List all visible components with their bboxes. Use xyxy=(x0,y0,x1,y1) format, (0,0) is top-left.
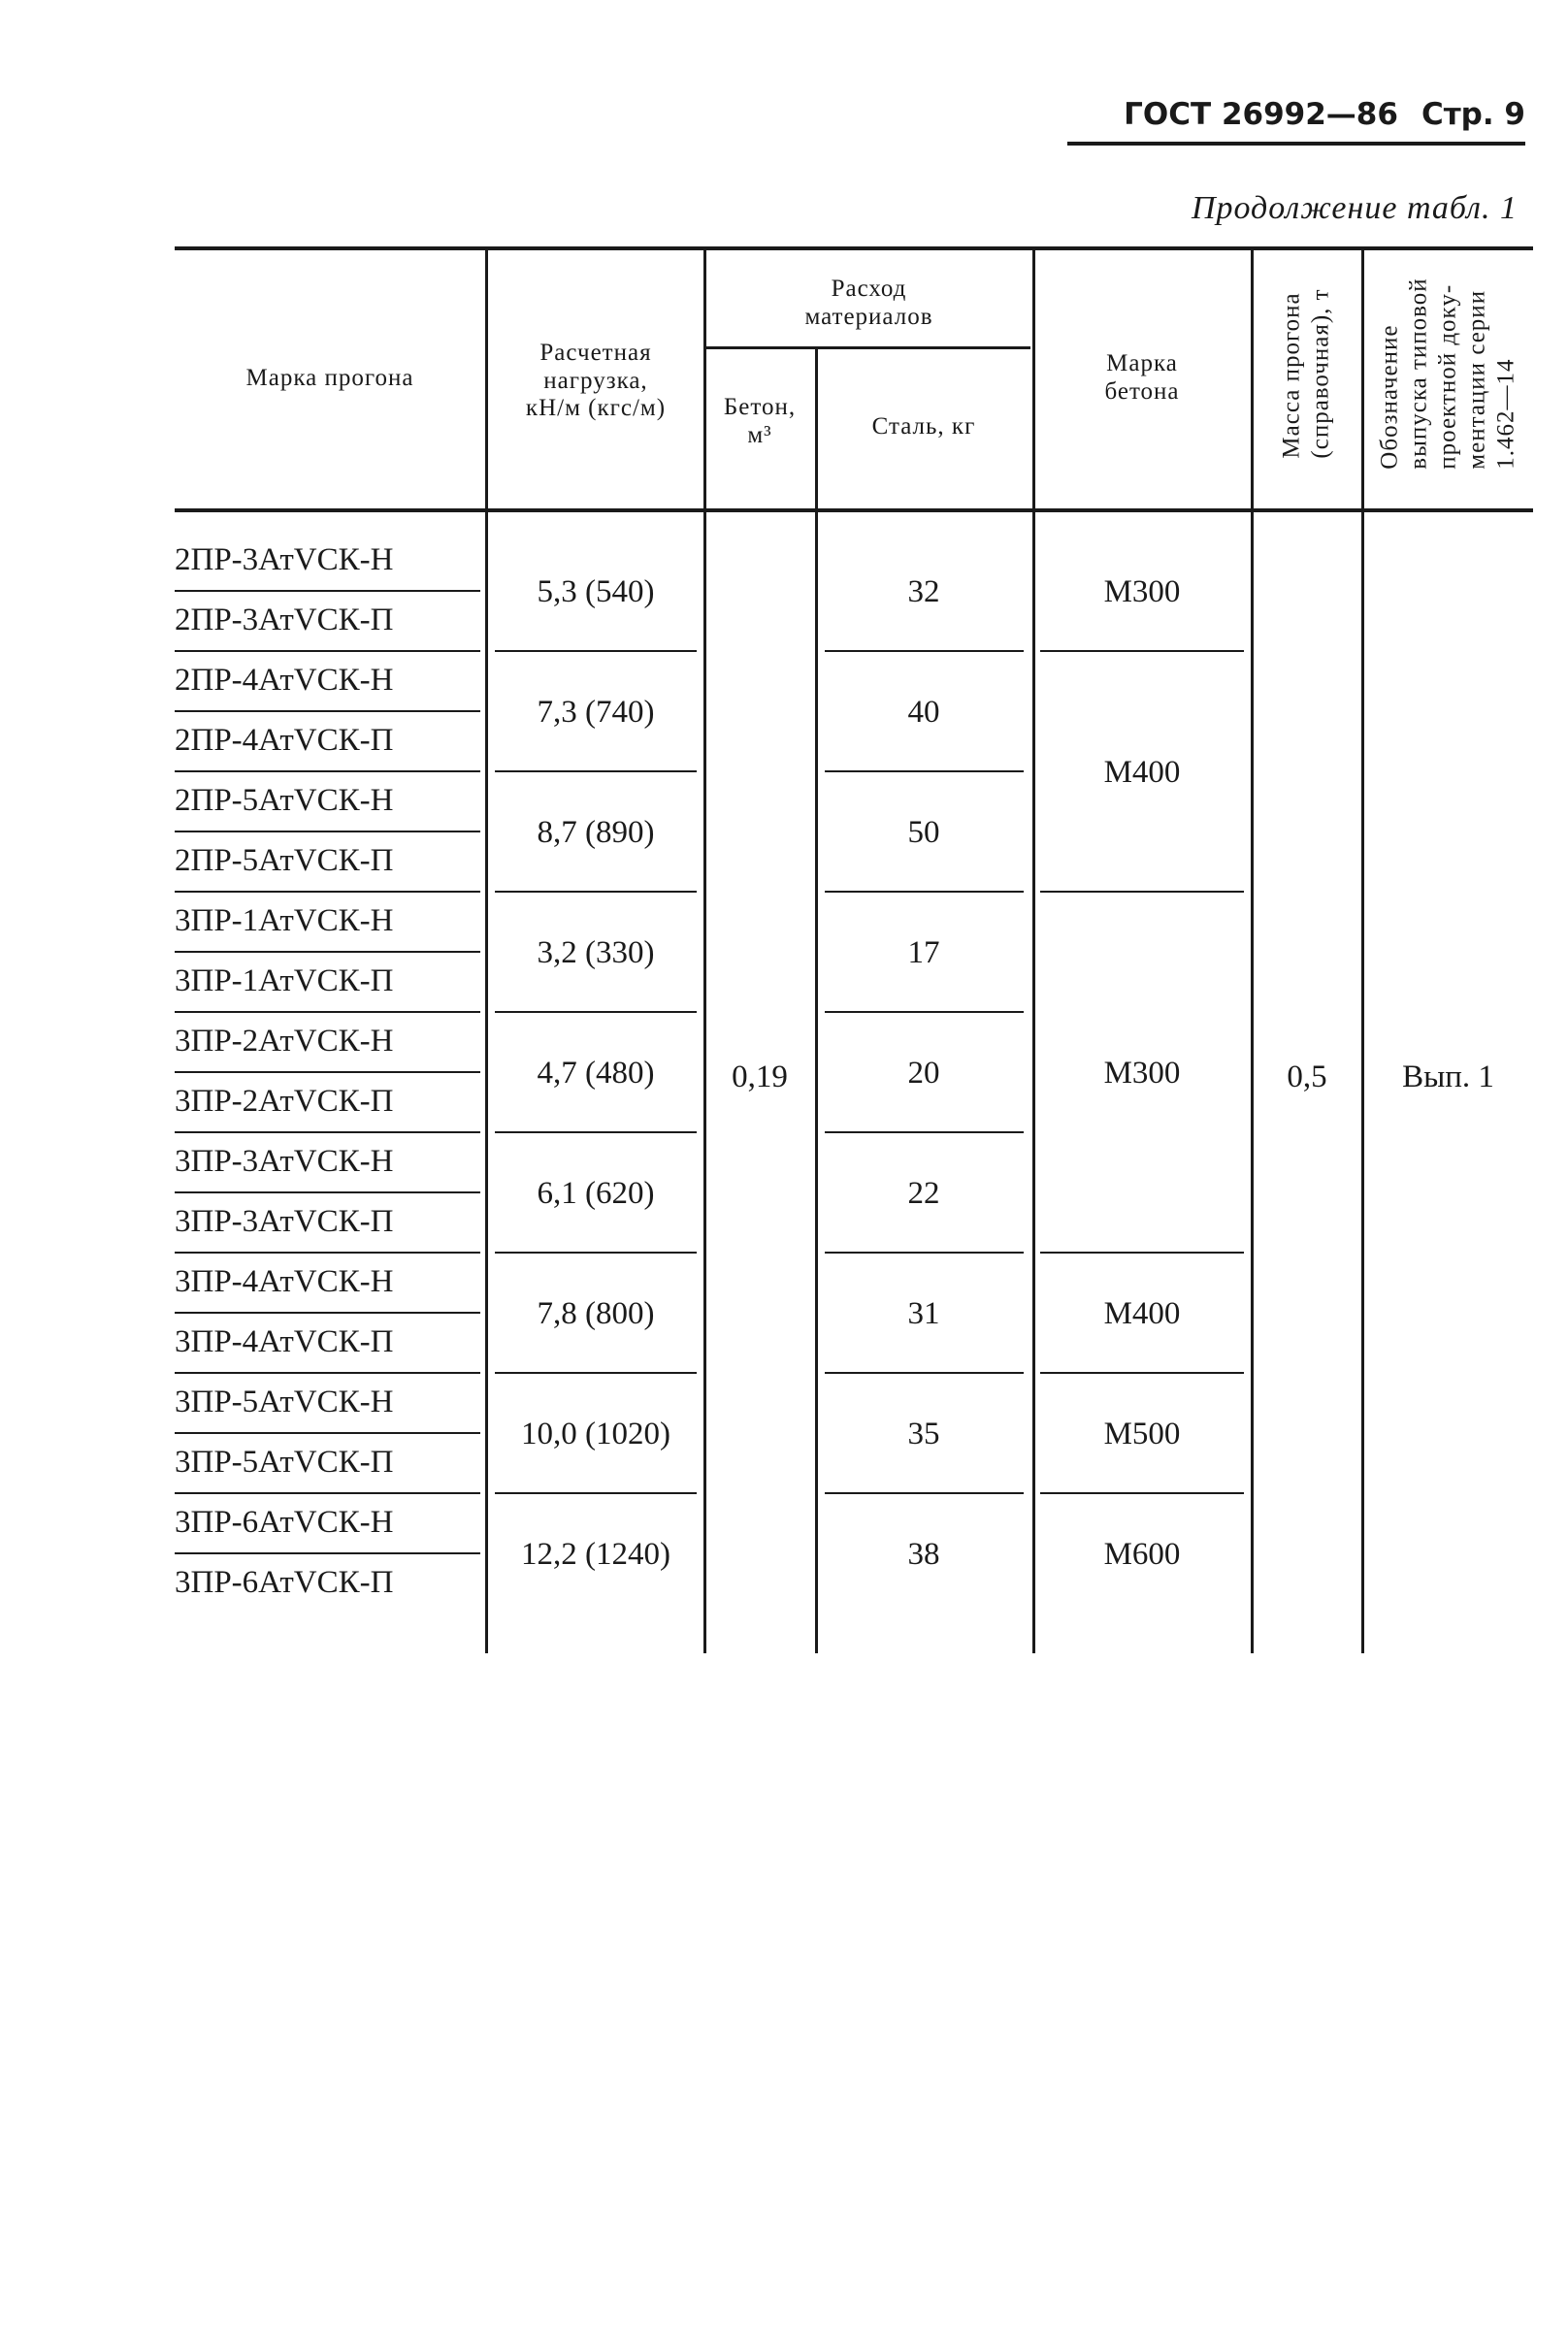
concrete-grade-value: М300 xyxy=(1103,573,1181,609)
steel-value: 40 xyxy=(907,694,940,730)
load-value: 7,3 (740) xyxy=(537,694,655,730)
col-header-doc-line: 1.462—14 xyxy=(1492,358,1519,470)
group-rule xyxy=(825,1492,1024,1494)
group-rule xyxy=(825,770,1024,772)
group-rule xyxy=(825,891,1024,893)
materials-subheader-rule xyxy=(706,346,1030,349)
steel-value: 38 xyxy=(907,1536,940,1572)
group-rule xyxy=(825,1011,1024,1013)
group-rule xyxy=(495,1492,697,1494)
row-rule xyxy=(175,650,480,652)
doc-issue-value: Вып. 1 xyxy=(1402,1059,1494,1094)
row-mark: 3ПР-3АтVСК-Н xyxy=(175,1144,394,1179)
group-rule xyxy=(495,1131,697,1133)
load-value: 7,8 (800) xyxy=(537,1295,655,1331)
row-mark: 3ПР-2АтVСК-Н xyxy=(175,1024,394,1059)
concrete-grade-value: М400 xyxy=(1103,1295,1181,1331)
col-header-materials-line: Расход xyxy=(831,275,907,302)
row-rule xyxy=(175,1011,480,1013)
row-rule xyxy=(175,710,480,712)
col-header-doc-line: ментации серии xyxy=(1463,289,1490,470)
row-mark: 2ПР-4АтVСК-Н xyxy=(175,663,394,698)
page-header xyxy=(1067,87,1525,146)
col-header-load-line: кН/м (кгс/м) xyxy=(525,395,667,422)
concrete-grade-value: М400 xyxy=(1103,754,1181,790)
column-divider xyxy=(1361,246,1364,1653)
row-mark: 3ПР-4АтVСК-П xyxy=(175,1324,394,1359)
steel-value: 32 xyxy=(907,573,940,609)
col-header-materials-line: материалов xyxy=(804,303,933,330)
row-mark: 2ПР-5АтVСК-Н xyxy=(175,783,394,818)
row-rule xyxy=(175,1131,480,1133)
row-rule xyxy=(175,1552,480,1554)
concrete-grade-value: М300 xyxy=(1103,1055,1181,1091)
col-header-doc xyxy=(1363,247,1533,500)
group-rule xyxy=(825,650,1024,652)
table-top-rule xyxy=(175,246,1533,250)
grade-rule xyxy=(1040,1252,1244,1254)
group-rule xyxy=(495,1011,697,1013)
row-mark: 3ПР-2АтVСК-П xyxy=(175,1084,394,1119)
col-header-mass xyxy=(1254,252,1360,495)
column-divider xyxy=(485,246,488,1653)
col-header-load-line: нагрузка, xyxy=(543,367,648,394)
row-rule xyxy=(175,1432,480,1434)
load-value: 8,7 (890) xyxy=(537,814,655,850)
col-header-steel: Сталь, кг xyxy=(871,412,976,440)
col-header-mass-line: Масса прогона xyxy=(1279,292,1305,459)
row-mark: 3ПР-3АтVСК-П xyxy=(175,1204,394,1239)
row-rule xyxy=(175,1492,480,1494)
load-value: 4,7 (480) xyxy=(537,1055,655,1091)
col-header-doc-line: проектной доку- xyxy=(1434,283,1461,470)
concrete-grade-value: М500 xyxy=(1103,1416,1181,1451)
column-divider xyxy=(1251,246,1254,1653)
row-rule xyxy=(175,590,480,592)
row-rule xyxy=(175,951,480,953)
column-divider xyxy=(1032,246,1035,1653)
row-rule xyxy=(175,770,480,772)
col-header-doc-line: выпуска типовой xyxy=(1405,277,1432,470)
row-mark: 3ПР-1АтVСК-П xyxy=(175,963,394,998)
concrete-volume-value: 0,19 xyxy=(732,1059,788,1094)
row-rule xyxy=(175,1372,480,1374)
table-continuation-label: Продолжение табл. 1 xyxy=(1191,190,1518,226)
grade-rule xyxy=(1040,1492,1244,1494)
steel-value: 50 xyxy=(907,814,940,850)
load-value: 3,2 (330) xyxy=(537,934,655,970)
row-rule xyxy=(175,831,480,832)
row-mark: 3ПР-1АтVСК-Н xyxy=(175,903,394,938)
column-divider xyxy=(815,346,818,1653)
group-rule xyxy=(495,650,697,652)
group-rule xyxy=(825,1131,1024,1133)
row-mark: 3ПР-5АтVСК-П xyxy=(175,1445,394,1480)
steel-value: 31 xyxy=(907,1295,940,1331)
steel-value: 20 xyxy=(907,1055,940,1091)
grade-rule xyxy=(1040,1372,1244,1374)
steel-value: 35 xyxy=(907,1416,940,1451)
group-rule xyxy=(825,1372,1024,1374)
row-mark: 3ПР-4АтVСК-Н xyxy=(175,1264,394,1299)
row-rule xyxy=(175,891,480,893)
mass-value: 0,5 xyxy=(1287,1059,1327,1094)
load-value: 12,2 (1240) xyxy=(521,1536,670,1572)
col-header-concrete-line: м³ xyxy=(747,422,772,448)
col-header-materials xyxy=(706,267,1031,340)
row-rule xyxy=(175,1312,480,1314)
row-rule xyxy=(175,1252,480,1254)
row-mark: 3ПР-6АтVСК-Н xyxy=(175,1505,394,1540)
row-mark: 2ПР-3АтVСК-Н xyxy=(175,542,394,577)
col-header-load xyxy=(488,338,703,425)
col-header-concrete-grade xyxy=(1035,330,1249,427)
group-rule xyxy=(495,891,697,893)
group-rule xyxy=(825,1252,1024,1254)
col-header-load-line: Расчетная xyxy=(539,339,652,366)
col-header-doc-line: Обозначение xyxy=(1376,324,1403,470)
load-value: 5,3 (540) xyxy=(537,573,655,609)
col-header-grade-line: бетона xyxy=(1104,378,1180,405)
group-rule xyxy=(495,770,697,772)
group-rule xyxy=(495,1372,697,1374)
row-mark: 2ПР-4АтVСК-П xyxy=(175,723,394,758)
steel-value: 17 xyxy=(907,934,940,970)
row-mark: 3ПР-6АтVСК-П xyxy=(175,1565,394,1600)
col-header-mark: Марка прогона xyxy=(245,364,414,391)
group-rule xyxy=(495,1252,697,1254)
load-value: 10,0 (1020) xyxy=(521,1416,670,1451)
concrete-grade-value: М600 xyxy=(1103,1536,1181,1572)
row-rule xyxy=(175,1191,480,1193)
load-value: 6,1 (620) xyxy=(537,1175,655,1211)
col-header-concrete xyxy=(706,369,813,475)
col-header-concrete-line: Бетон, xyxy=(723,394,797,421)
row-mark: 3ПР-5АтVСК-Н xyxy=(175,1385,394,1419)
header-bottom-rule xyxy=(175,508,1533,512)
grade-rule xyxy=(1040,650,1244,652)
standard-number: ГОСТ 26992—86 xyxy=(1124,97,1398,132)
row-mark: 2ПР-3АтVСК-П xyxy=(175,603,394,637)
col-header-grade-line: Марка xyxy=(1106,350,1178,377)
col-header-mass-line: (справочная), т xyxy=(1308,288,1334,459)
row-rule xyxy=(175,1071,480,1073)
column-divider xyxy=(703,246,706,1653)
row-mark: 2ПР-5АтVСК-П xyxy=(175,843,394,878)
steel-value: 22 xyxy=(907,1175,940,1211)
page-number: Стр. 9 xyxy=(1421,97,1525,132)
grade-rule xyxy=(1040,891,1244,893)
